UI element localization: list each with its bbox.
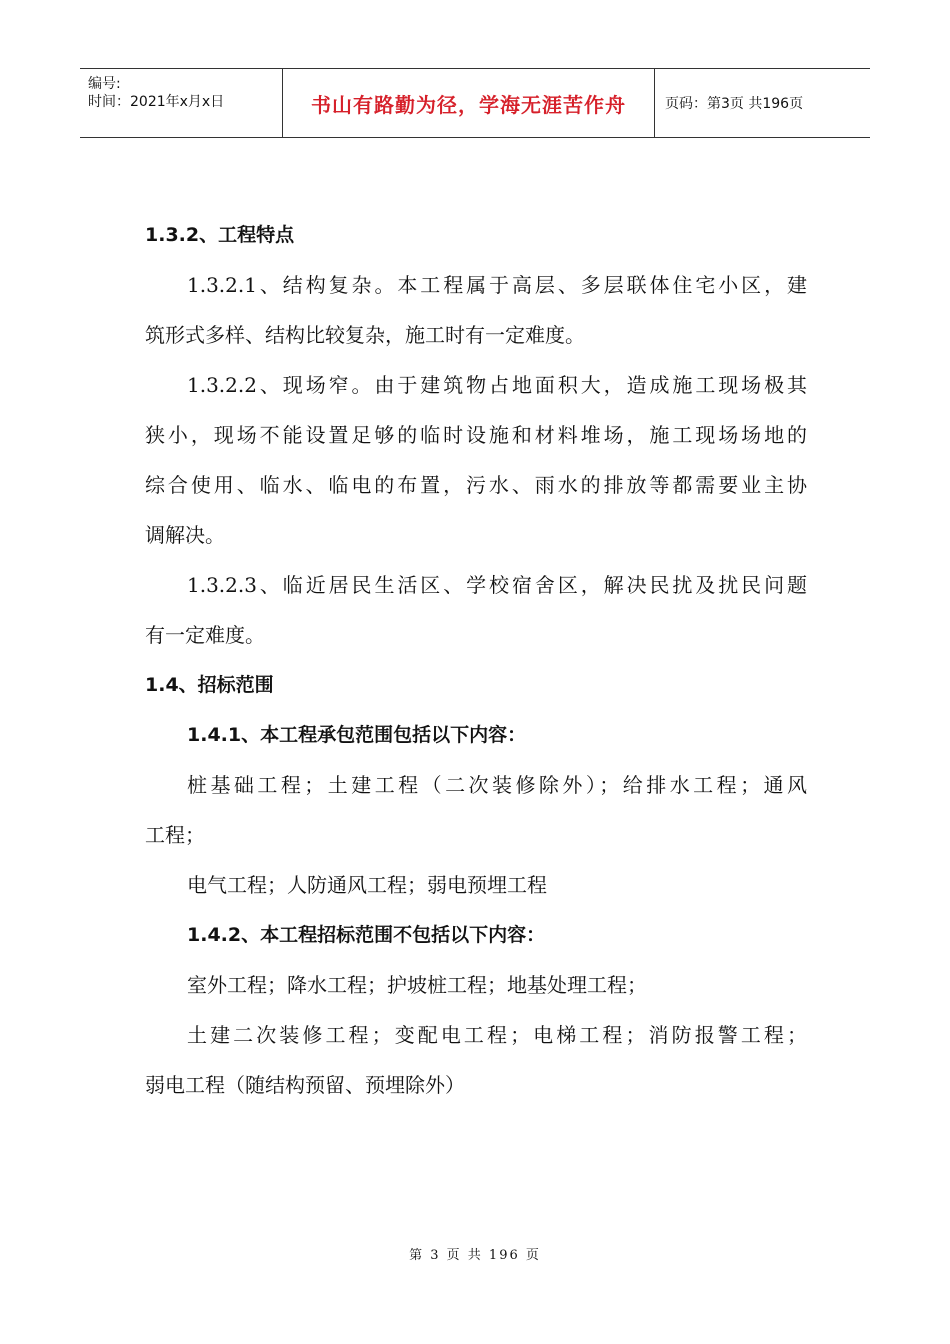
header-page-info: 页码：第3页 共196页: [665, 96, 804, 112]
paragraph-line: 电气工程；人防通风工程；弱电预埋工程: [187, 873, 547, 897]
paragraph-line: 1.3.2.2、现场窄。由于建筑物占地面积大，造成施工现场极其: [187, 373, 807, 397]
paragraph-line: 弱电工程（随结构预留、预埋除外）: [145, 1073, 465, 1097]
paragraph-line: 狭小，现场不能设置足够的临时设施和材料堆场，施工现场场地的: [145, 423, 807, 447]
serial-label: 编号:: [88, 76, 121, 92]
paragraph-line: 综合使用、临水、临电的布置，污水、雨水的排放等都需要业主协: [145, 473, 807, 497]
paragraph-line: 调解决。: [145, 523, 225, 547]
subsection-heading-1-4-1: 1.4.1、本工程承包范围包括以下内容：: [187, 724, 527, 746]
paragraph-line: 工程；: [145, 823, 205, 847]
motto-text: 书山有路勤为径，学海无涯苦作舟: [311, 92, 626, 117]
paragraph-line: 筑形式多样、结构比较复杂，施工时有一定难度。: [145, 323, 585, 347]
subsection-heading-1-4-2: 1.4.2、本工程招标范围不包括以下内容：: [187, 924, 546, 946]
paragraph-line: 1.3.2.1、结构复杂。本工程属于高层、多层联体住宅小区，建: [187, 273, 807, 297]
header-motto-cell: [283, 69, 655, 137]
page-footer: [0, 1244, 950, 1263]
paragraph-line: 1.3.2.3、临近居民生活区、学校宿舍区，解决民扰及扰民问题: [187, 573, 807, 597]
footer-page-number: 第 3 页 共 196 页: [409, 1248, 541, 1263]
page-header: [80, 68, 870, 138]
section-heading-1-3-2: 1.3.2、工程特点: [145, 224, 295, 246]
time-label: 时间：2021年x月x日: [88, 94, 225, 110]
document-body: [145, 210, 807, 1110]
paragraph-line: 有一定难度。: [145, 623, 265, 647]
paragraph-line: 土建二次装修工程；变配电工程；电梯工程；消防报警工程；: [187, 1023, 807, 1047]
paragraph-line: 室外工程；降水工程；护坡桩工程；地基处理工程；: [187, 973, 647, 997]
paragraph-line: 桩基础工程；土建工程（二次装修除外）；给排水工程；通风: [187, 773, 807, 797]
section-heading-1-4: 1.4、招标范围: [145, 674, 274, 696]
header-page-cell: [655, 69, 870, 137]
header-meta-cell: [80, 69, 283, 137]
